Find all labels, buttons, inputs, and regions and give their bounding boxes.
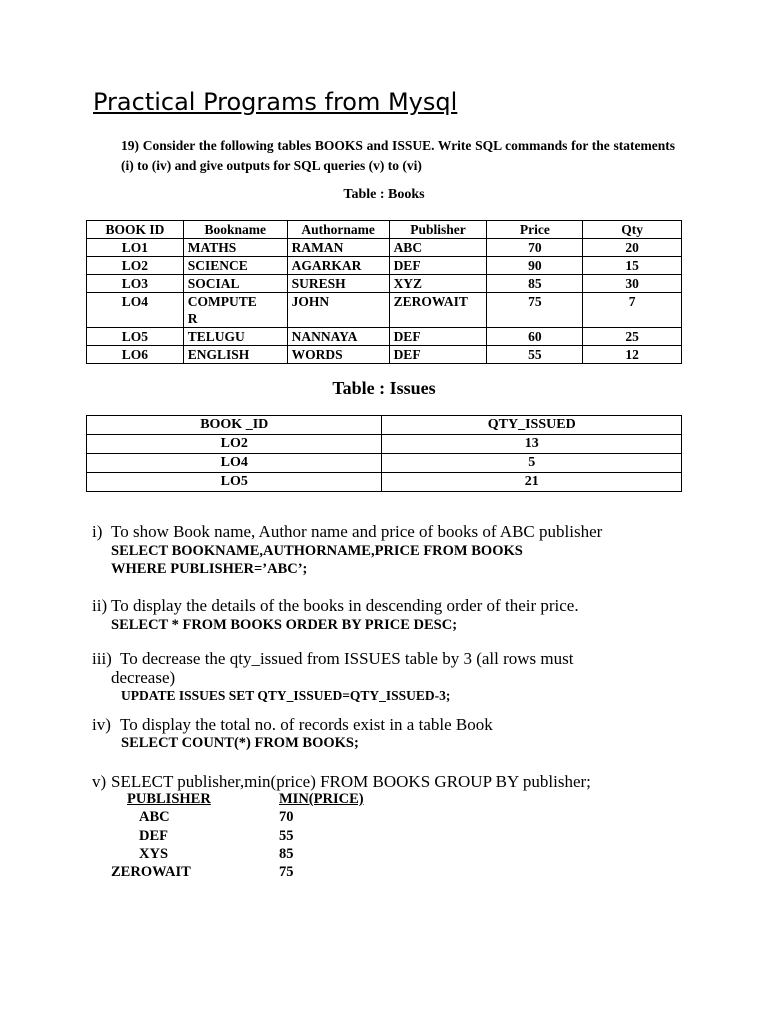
authorname-cell: NANNAYA	[287, 328, 389, 346]
result-min-price-cell: 85	[279, 846, 294, 862]
issues-table	[86, 415, 682, 492]
qty-cell: 20	[583, 239, 682, 257]
publisher-cell: DEF	[389, 328, 487, 346]
sql-statement: SELECT * FROM BOOKS ORDER BY PRICE DESC;	[111, 617, 458, 633]
book-id-cell: LO2	[87, 435, 382, 454]
book-id-cell: LO5	[87, 328, 184, 346]
table-row	[87, 435, 682, 454]
book-id-cell: LO5	[87, 473, 382, 492]
authorname-cell: WORDS	[287, 346, 389, 364]
table-row	[87, 328, 682, 346]
result-header-min-price: MIN(PRICE)	[279, 791, 364, 807]
authorname-cell: JOHN	[287, 293, 389, 328]
sql-statement: UPDATE ISSUES SET QTY_ISSUED=QTY_ISSUED-3;	[121, 688, 451, 703]
sql-statement: SELECT BOOKNAME,AUTHORNAME,PRICE FROM BOOKS	[111, 543, 523, 559]
table-row	[87, 454, 682, 473]
issues-header-row	[87, 416, 682, 435]
table-row	[87, 239, 682, 257]
question-text: To decrease the qty_issued from ISSUES table by 3 (all rows must	[120, 649, 574, 668]
bookname-cell: COMPUTE R	[183, 293, 287, 328]
result-publisher-cell: ABC	[139, 809, 170, 825]
book-id-cell: LO3	[87, 275, 184, 293]
page-title: Practical Programs from Mysql	[93, 88, 458, 116]
book-id-cell: LO6	[87, 346, 184, 364]
price-cell: 70	[487, 239, 583, 257]
question-text: SELECT publisher,min(price) FROM BOOKS GROUP BY publisher;	[111, 772, 591, 791]
books-header-row	[87, 221, 682, 239]
bookname-cell: SCIENCE	[183, 257, 287, 275]
question-number: i)	[92, 522, 103, 541]
result-header-publisher: PUBLISHER	[127, 791, 211, 807]
table-row	[87, 346, 682, 364]
qty-issued-cell: 5	[382, 454, 682, 473]
issues-table-caption: Table : Issues	[332, 378, 436, 398]
question-text: To display the total no. of records exist in a table Book	[120, 715, 493, 734]
price-cell: 85	[487, 275, 583, 293]
book-id-cell: LO2	[87, 257, 184, 275]
authorname-cell: RAMAN	[287, 239, 389, 257]
question-text: To show Book name, Author name and price of books of ABC publisher	[111, 522, 603, 541]
sql-statement: SELECT COUNT(*) FROM BOOKS;	[121, 735, 359, 751]
qty-cell: 25	[583, 328, 682, 346]
question-number: iii)	[92, 649, 112, 668]
price-cell: 60	[487, 328, 583, 346]
price-cell: 55	[487, 346, 583, 364]
bookname-cell: MATHS	[183, 239, 287, 257]
authorname-cell: AGARKAR	[287, 257, 389, 275]
books-header-cell: BOOK ID	[87, 221, 184, 239]
result-min-price-cell: 70	[279, 809, 294, 825]
question-text: decrease)	[111, 668, 176, 687]
books-table	[86, 220, 682, 364]
books-header-cell: Price	[487, 221, 583, 239]
question-number: iv)	[92, 715, 111, 734]
publisher-cell: DEF	[389, 257, 487, 275]
result-publisher-cell: DEF	[139, 828, 168, 844]
books-header-cell: Publisher	[389, 221, 487, 239]
publisher-cell: DEF	[389, 346, 487, 364]
question-number: v)	[92, 772, 107, 791]
question-text: To display the details of the books in descending order of their price.	[111, 596, 579, 615]
sql-statement: WHERE PUBLISHER=’ABC’;	[111, 561, 308, 577]
result-publisher-cell: ZEROWAIT	[111, 864, 191, 880]
publisher-cell: ZEROWAIT	[389, 293, 487, 328]
bookname-cell: SOCIAL	[183, 275, 287, 293]
bookname-cell: TELUGU	[183, 328, 287, 346]
authorname-cell: SURESH	[287, 275, 389, 293]
book-id-cell: LO4	[87, 293, 184, 328]
question-intro: 19) Consider the following tables BOOKS and ISSUE. Write SQL commands for the statements (i) to (iv) and give outputs for SQL queries (v) to (vi)	[121, 138, 675, 173]
publisher-cell: XYZ	[389, 275, 487, 293]
result-min-price-cell: 55	[279, 828, 294, 844]
question-number: ii)	[92, 596, 108, 615]
book-id-cell: LO4	[87, 454, 382, 473]
books-table-caption: Table : Books	[343, 187, 425, 202]
table-row	[87, 293, 682, 328]
table-row	[87, 275, 682, 293]
bookname-cell: ENGLISH	[183, 346, 287, 364]
books-header-cell: Qty	[583, 221, 682, 239]
result-min-price-cell: 75	[279, 864, 294, 880]
qty-cell: 7	[583, 293, 682, 328]
issues-header-cell: BOOK _ID	[87, 416, 382, 435]
result-publisher-cell: XYS	[139, 846, 169, 862]
qty-issued-cell: 13	[382, 435, 682, 454]
book-id-cell: LO1	[87, 239, 184, 257]
price-cell: 90	[487, 257, 583, 275]
qty-issued-cell: 21	[382, 473, 682, 492]
qty-cell: 30	[583, 275, 682, 293]
table-row	[87, 473, 682, 492]
issues-header-cell: QTY_ISSUED	[382, 416, 682, 435]
publisher-cell: ABC	[389, 239, 487, 257]
table-row	[87, 257, 682, 275]
qty-cell: 12	[583, 346, 682, 364]
qty-cell: 15	[583, 257, 682, 275]
books-header-cell: Bookname	[183, 221, 287, 239]
books-header-cell: Authorname	[287, 221, 389, 239]
price-cell: 75	[487, 293, 583, 328]
